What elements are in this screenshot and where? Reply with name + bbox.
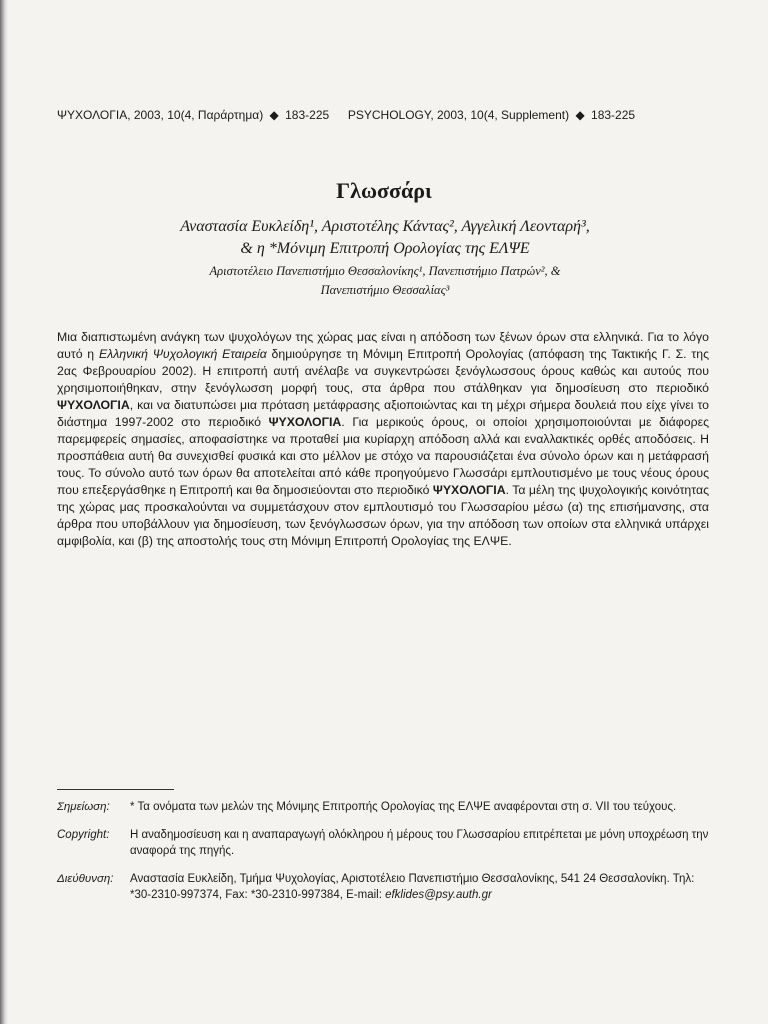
footnote-note: [57, 799, 709, 815]
journal-name: ΨΥΧΟΛΟΓΙΑ: [268, 415, 342, 429]
footnotes: [57, 799, 709, 905]
running-head-greek: ΨΥΧΟΛΟΓΙΑ, 2003, 10(4, Παράρτημα): [57, 108, 264, 122]
journal-name: ΨΥΧΟΛΟΓΙΑ: [432, 483, 506, 497]
affiliation-line-2: Πανεπιστήμιο Θεσσαλίας³: [320, 283, 450, 297]
running-head-greek-pages: 183-225: [285, 108, 330, 122]
running-head-english: PSYCHOLOGY, 2003, 10(4, Supplement): [347, 108, 570, 122]
author-line-1: Αναστασία Ευκλείδη¹, Αριστοτέλης Κάντας², Αγγελική Λεονταρή³,: [180, 218, 590, 235]
author-list: [60, 216, 710, 260]
society-name: Ελληνική Ψυχολογική Εταιρεία: [98, 347, 267, 361]
page-title: Γλωσσάρι: [336, 178, 432, 203]
scan-edge-shadow: [0, 0, 8, 1024]
footnote-divider: [57, 789, 174, 790]
footnote-copyright: [57, 827, 709, 859]
affiliation-line-1: Αριστοτέλειο Πανεπιστήμιο Θεσσαλονίκης¹, Πανεπιστήμιο Πατρών², &: [209, 264, 561, 278]
diamond-icon: ◆: [269, 108, 279, 122]
footnote-text: * Τα ονόματα των μελών της Μόνιμης Επιτροπής Ορολογίας της ΕΛΨΕ αναφέρονται στη σ. VII του τεύχους.: [130, 801, 677, 813]
email-link[interactable]: efklides@psy.auth.gr: [385, 889, 492, 901]
abstract-paragraph: Μια διαπιστωμένη ανάγκη των ψυχολόγων της χώρας μας είναι η απόδοση των ξένων όρων στα ελληνικά. Για το λόγο αυτό η Ελληνική Ψυχολογική Εταιρεία δημιούργησε τη Μόνιμη Επιτροπή Ορολογίας (απόφαση της Τακτικής Γ. Σ. της 2ας Φεβρουαρίου 2002). Η επιτροπή αυτή ανέλαβε να συγκεντρώσει ξενόγλωσσους όρους καθώς και αυτούς που χρησιμοποιήθηκαν, στην ξενόγλωσση μορφή τους, στα άρθρα που στάλθηκαν για δημοσίευση στο περιοδικό ΨΥΧΟΛΟΓΙΑ, και να διατυπώσει μια πρόταση μετάφρασης αξιοποιώντας και τη μέχρι σήμερα δουλειά που είχε γίνει το διάστημα 1997-2002 στο περιοδικό ΨΥΧΟΛΟΓΙΑ. Για μερικούς όρους, οι οποίοι χρησιμοποιούνται με διάφορες παρεμφερείς σημασίες, αποφασίστηκε να προταθεί μια κυρίαρχη απόδοση αλλά και εναλλακτικές ορθές αποδόσεις. Η προσπάθεια αυτή θα συνεχισθεί φυσικά και στο μέλλον με στόχο να παρουσιάζεται ένα σύνολο όρων και η μετάφρασή τους. Το σύνολο αυτό των όρων θα αποτελείται από κάθε προηγούμενο Γλωσσάρι εμπλουτισμένο με τους νέους όρους που επεξεργάσθηκε η Επιτροπή και θα δημοσιεύονται στο περιοδικό ΨΥΧΟΛΟΓΙΑ. Τα μέλη της ψυχολογικής κοινότητας της χώρας μας προσκαλούνται να συμμετάσχουν στον εμπλουτισμό του Γλωσσαρίου μέσω (α) της επισήμανσης, στα άρθρα που υποβάλλουν για δημοσίευση, των ξενόγλωσσων όρων, για την απόδοση των οποίων στα ελληνικά υπάρχει αμφιβολία, και (β) της αποστολής τους στη Μόνιμη Επιτροπή Ορολογίας της ΕΛΨΕ.: [57, 330, 710, 548]
footnote-text: Η αναδημοσίευση και η αναπαραγωγή ολόκληρου ή μέρους του Γλωσσαρίου επιτρέπεται με μόνη υποχρέωση την αναφορά της πηγής.: [130, 829, 709, 857]
footnote-label: Διεύθυνση:: [57, 873, 114, 885]
journal-name: ΨΥΧΟΛΟΓΙΑ: [57, 398, 130, 412]
author-line-2: & η *Μόνιμη Επιτροπή Ορολογίας της ΕΛΨΕ: [240, 240, 530, 257]
running-head: [57, 107, 707, 123]
footnote-label: Copyright:: [57, 829, 110, 841]
footnote-label: Σημείωση:: [57, 801, 110, 813]
footnote-text: Αναστασία Ευκλείδη, Τμήμα Ψυχολογίας, Αριστοτέλειο Πανεπιστήμιο Θεσσαλονίκης, 541 24 Θεσσαλονίκη. Τηλ: *30-2310-997374, Fax: *30-2310-997384, E-mail: efklides@psy.auth.gr: [130, 873, 695, 901]
running-head-english-pages: 183-225: [591, 108, 636, 122]
footnote-address: [57, 871, 709, 903]
diamond-icon: ◆: [575, 108, 585, 122]
affiliations: [60, 262, 710, 300]
